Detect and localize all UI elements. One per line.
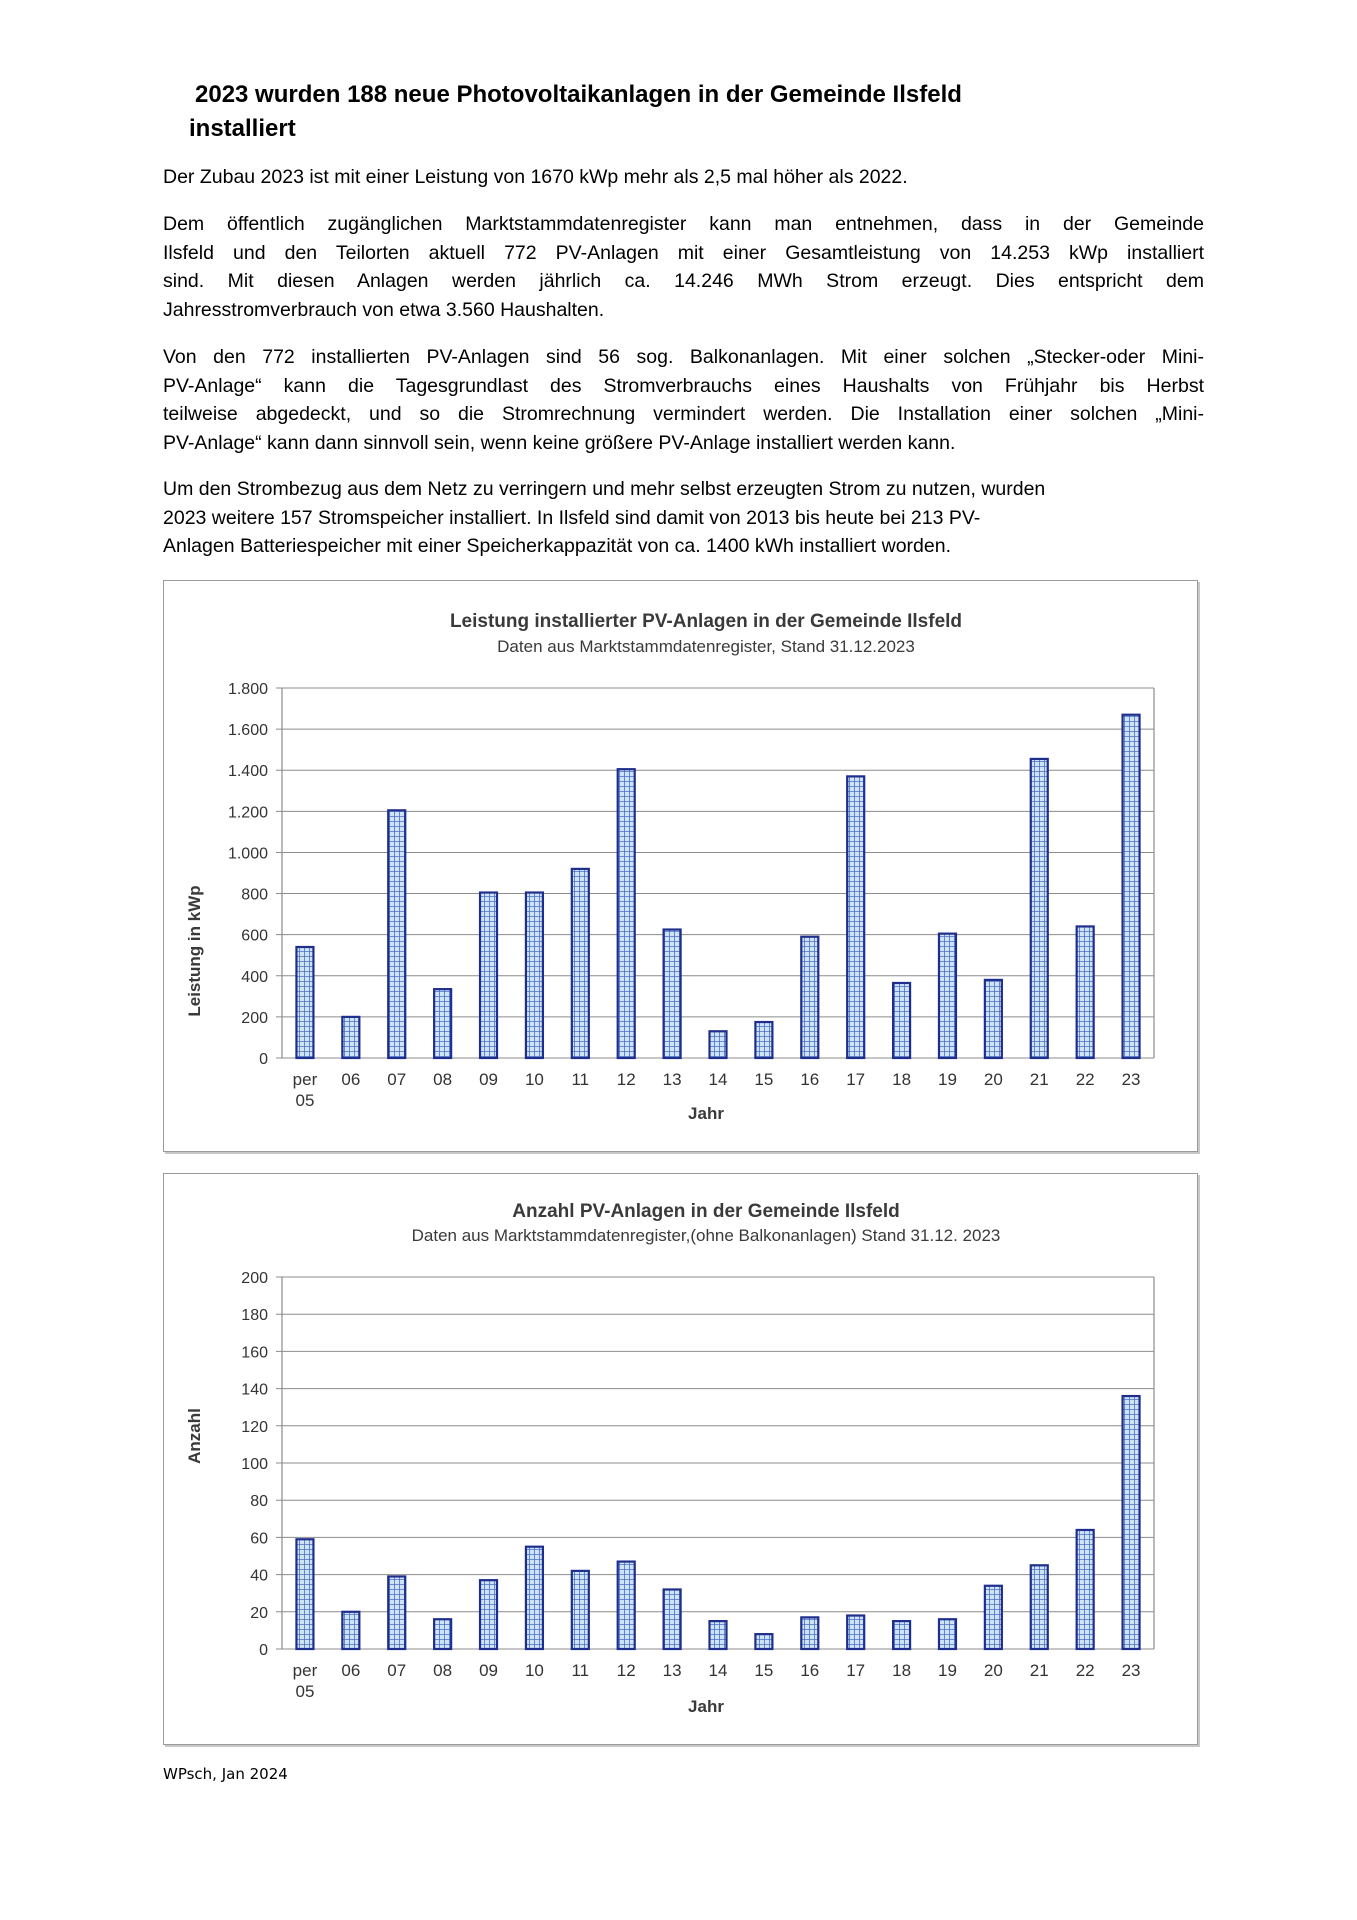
- bar-09: [480, 893, 497, 1058]
- y-tick-label: 180: [241, 1307, 268, 1325]
- y-tick-label: 800: [241, 886, 268, 904]
- bar-11: [572, 869, 589, 1058]
- bar-22: [1077, 926, 1094, 1058]
- bar-per-05: [296, 1539, 313, 1649]
- bar-22: [1077, 1530, 1094, 1649]
- bar-08: [434, 989, 451, 1058]
- x-tick-label: 10: [524, 1070, 544, 1089]
- x-tick-label: 16: [800, 1661, 820, 1680]
- paragraph-balcony: [163, 343, 1204, 457]
- y-tick-label: 1.800: [227, 681, 268, 698]
- bar-12: [618, 769, 635, 1058]
- x-tick-label: 18: [892, 1661, 912, 1680]
- chart-title: Anzahl PV-Anlagen in der Gemeinde Ilsfeld: [512, 1201, 900, 1222]
- bar-15: [755, 1634, 772, 1649]
- bar-09: [480, 1580, 497, 1649]
- chart-capacity: [163, 580, 1198, 1152]
- x-tick-label: 11: [571, 1070, 590, 1089]
- bar-16: [801, 937, 818, 1058]
- y-tick-label: 1.200: [227, 804, 268, 822]
- bar-per-05: [296, 947, 313, 1058]
- x-tick-label: 17: [846, 1070, 866, 1089]
- y-tick-label: 60: [250, 1530, 268, 1548]
- page-title-line-1: 2023 wurden 188 neue Photovoltaikanlagen in der Gemeinde Ilsfeld: [195, 81, 962, 108]
- y-tick-label: 0: [259, 1642, 268, 1659]
- y-tick-label: 160: [241, 1344, 268, 1362]
- bar-07: [388, 810, 405, 1058]
- x-tick-label: 12: [616, 1661, 636, 1680]
- x-tick-label: 17: [846, 1661, 866, 1680]
- x-tick-label: 10: [524, 1661, 544, 1680]
- x-axis-label: Jahr: [688, 1104, 724, 1123]
- y-tick-label: 200: [241, 1009, 268, 1027]
- bar-14: [710, 1031, 727, 1058]
- x-tick-label: per: [292, 1661, 318, 1680]
- bar-06: [342, 1612, 359, 1649]
- x-tick-label: 18: [892, 1070, 912, 1089]
- y-tick-label: 140: [241, 1381, 268, 1399]
- paragraph-line: Dem öffentlich zugänglichen Marktstammdatenregister kann man entnehmen, dass in der Gemeinde: [163, 213, 1204, 235]
- x-tick-label: 16: [800, 1070, 820, 1089]
- x-tick-label: 08: [433, 1070, 453, 1089]
- bar-14: [710, 1621, 727, 1649]
- y-tick-label: 40: [250, 1567, 268, 1585]
- x-tick-label: 09: [479, 1661, 498, 1680]
- paragraph-line: sind. Mit diesen Anlagen werden jährlich ca. 14.246 MWh Strom erzeugt. Dies entspricht dem: [163, 270, 1204, 292]
- y-tick-label: 80: [250, 1493, 268, 1511]
- y-tick-label: 1.000: [227, 845, 268, 863]
- chart-title: Leistung installierter PV-Anlagen in der Gemeinde Ilsfeld: [449, 611, 963, 632]
- paragraph-register: [163, 210, 1204, 324]
- bar-20: [985, 1586, 1002, 1649]
- x-tick-label: 13: [662, 1661, 682, 1680]
- x-tick-label: 05: [295, 1682, 315, 1701]
- bar-21: [1031, 759, 1048, 1058]
- bar-13: [664, 1589, 681, 1649]
- paragraph-line: Um den Strombezug aus dem Netz zu verringern und mehr selbst erzeugten Strom zu nutzen, wurden: [163, 478, 1046, 500]
- bar-10: [526, 1547, 543, 1649]
- page-title-line-2: installiert: [189, 115, 296, 142]
- chart-subtitle: Daten aus Marktstammdatenregister,(ohne Balkonanlagen) Stand 31.12. 2023: [411, 1226, 1001, 1245]
- bar-11: [572, 1571, 589, 1649]
- y-tick-label: 0: [259, 1051, 268, 1068]
- chart-count-svg: [164, 1174, 1197, 1744]
- bar-19: [939, 934, 956, 1058]
- x-tick-label: 11: [571, 1661, 590, 1680]
- paragraph-line: PV-Anlage“ kann dann sinnvoll sein, wenn keine größere PV-Anlage installiert werden kann.: [163, 431, 956, 454]
- paragraph-line: 2023 weitere 157 Stromspeicher installiert. In Ilsfeld sind damit von 2013 bis heute bei 213 PV-: [163, 506, 981, 529]
- x-tick-label: 15: [754, 1070, 774, 1089]
- x-tick-label: 19: [938, 1661, 957, 1680]
- x-tick-label: 12: [616, 1070, 636, 1089]
- bar-18: [893, 983, 910, 1058]
- x-tick-label: per: [292, 1070, 318, 1089]
- x-tick-label: 21: [1029, 1070, 1049, 1089]
- x-tick-label: 23: [1121, 1070, 1141, 1089]
- paragraph-line: teilweise abgedeckt, und so die Stromrechnung vermindert werden. Die Installation einer solchen „Mini-: [163, 403, 1204, 425]
- y-tick-label: 600: [241, 927, 268, 945]
- bar-15: [755, 1022, 772, 1058]
- chart-count: [163, 1173, 1198, 1745]
- bar-19: [939, 1619, 956, 1649]
- x-tick-label: 07: [387, 1661, 407, 1680]
- x-tick-label: 20: [983, 1070, 1003, 1089]
- bar-23: [1123, 1396, 1140, 1649]
- x-tick-label: 22: [1075, 1661, 1095, 1680]
- y-tick-label: 200: [241, 1270, 268, 1287]
- x-tick-label: 08: [433, 1661, 453, 1680]
- y-tick-label: 20: [250, 1604, 268, 1622]
- chart-subtitle: Daten aus Marktstammdatenregister, Stand 31.12.2023: [497, 637, 915, 656]
- y-axis-label: Leistung in kWp: [185, 885, 204, 1017]
- x-axis-label: Jahr: [688, 1697, 724, 1716]
- bar-07: [388, 1576, 405, 1649]
- x-tick-label: 14: [708, 1661, 728, 1680]
- x-tick-label: 05: [295, 1091, 315, 1110]
- page-title: [189, 78, 1155, 146]
- bar-16: [801, 1617, 818, 1649]
- paragraph-line: Von den 772 installierten PV-Anlagen sind 56 sog. Balkonanlagen. Mit einer solchen „Stecker-oder Mini-: [163, 346, 1204, 368]
- paragraph-line: Ilsfeld und den Teilorten aktuell 772 PV-Anlagen mit einer Gesamtleistung von 14.253 kWp installiert: [163, 241, 1204, 264]
- y-tick-label: 100: [241, 1456, 268, 1473]
- y-axis-label: Anzahl: [185, 1408, 204, 1464]
- x-tick-label: 22: [1075, 1070, 1095, 1089]
- paragraph-line: Der Zubau 2023 ist mit einer Leistung von 1670 kWp mehr als 2,5 mal höher als 2022.: [163, 166, 908, 188]
- paragraph-line: PV-Anlage“ kann die Tagesgrundlast des Stromverbrauchs eines Haushalts von Frühjahr bis Herbst: [163, 374, 1204, 397]
- y-tick-label: 400: [241, 968, 268, 986]
- x-tick-label: 21: [1029, 1661, 1049, 1680]
- bar-23: [1123, 715, 1140, 1058]
- bar-10: [526, 893, 543, 1058]
- bar-17: [847, 776, 864, 1058]
- paragraph-line: Anlagen Batteriespeicher mit einer Speicherkappazität von ca. 1400 kWh installiert worden.: [163, 535, 952, 557]
- y-tick-label: 1.400: [227, 763, 268, 781]
- x-tick-label: 06: [341, 1661, 361, 1680]
- footer-author: WPsch, Jan 2024: [163, 1765, 288, 1783]
- x-tick-label: 23: [1121, 1661, 1141, 1680]
- x-tick-label: 20: [983, 1661, 1003, 1680]
- paragraph-summary: [163, 163, 1204, 192]
- chart-capacity-svg: [164, 581, 1197, 1151]
- x-tick-label: 13: [662, 1070, 682, 1089]
- x-tick-label: 06: [341, 1070, 361, 1089]
- y-tick-label: 120: [241, 1418, 268, 1436]
- paragraph-line: Jahresstromverbrauch von etwa 3.560 Haushalten.: [163, 298, 605, 321]
- y-tick-label: 1.600: [227, 722, 268, 740]
- x-tick-label: 14: [708, 1070, 728, 1089]
- paragraph-storage: [163, 475, 1204, 561]
- bar-12: [618, 1562, 635, 1649]
- x-tick-label: 19: [938, 1070, 957, 1089]
- bar-06: [342, 1017, 359, 1058]
- x-tick-label: 07: [387, 1070, 407, 1089]
- bar-08: [434, 1619, 451, 1649]
- bar-20: [985, 980, 1002, 1058]
- bar-21: [1031, 1565, 1048, 1649]
- x-tick-label: 15: [754, 1661, 774, 1680]
- x-tick-label: 09: [479, 1070, 498, 1089]
- bar-13: [664, 930, 681, 1058]
- bar-17: [847, 1616, 864, 1649]
- bar-18: [893, 1621, 910, 1649]
